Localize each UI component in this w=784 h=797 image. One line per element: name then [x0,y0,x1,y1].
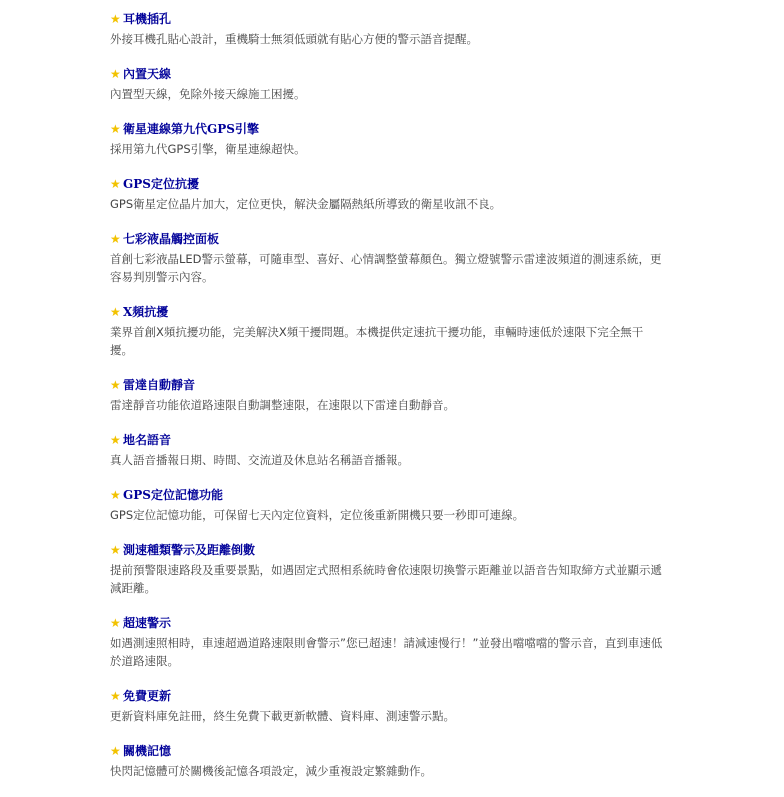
feature-title: X頻抗擾 [123,305,169,319]
star-icon: ★ [110,542,121,557]
star-icon: ★ [110,66,121,81]
feature-heading [110,687,670,704]
feature-title: GPS定位抗擾 [123,177,199,191]
feature-heading [110,431,670,448]
feature-heading [110,10,670,27]
feature-title: 雷達自動靜音 [123,378,196,392]
star-icon: ★ [110,615,121,630]
feature-heading [110,65,670,82]
feature-item [110,541,670,597]
feature-title: 內置天線 [123,67,172,81]
feature-description: 首創七彩液晶LED警示螢幕，可隨車型、喜好、心情調整螢幕顏色。獨立燈號警示雷達波頻道的測速系統，更容易判別警示內容。 [110,252,662,284]
feature-description: 真人語音播報日期、時間、交流道及休息站名稱語音播報。 [110,453,409,467]
star-icon: ★ [110,743,121,758]
feature-heading [110,614,670,631]
feature-heading [110,120,670,137]
star-icon: ★ [110,11,121,26]
feature-description: 業界首創X頻抗擾功能，完美解決X頻干擾問題。本機提供定速抗干擾功能，車輛時速低於速限下完全無干擾。 [110,325,644,357]
feature-description: GPS定位記憶功能，可保留七天內定位資料，定位後重新開機只要一秒即可連線。 [110,508,525,522]
feature-heading [110,376,670,393]
feature-item [110,10,670,48]
feature-item [110,614,670,670]
feature-description: 外接耳機孔貼心設計，重機騎士無須低頭就有貼心方便的警示語音提醒。 [110,32,478,46]
feature-heading [110,303,670,320]
feature-description: 更新資料庫免註冊，終生免費下載更新軟體、資料庫、測速警示點。 [110,709,455,723]
feature-heading [110,742,670,759]
star-icon: ★ [110,231,121,246]
feature-title: GPS定位記憶功能 [123,488,223,502]
feature-description: 提前預警限速路段及重要景點，如遇固定式照相系統時會依速限切換警示距離並以語音告知取締方式並顯示遞減距離。 [110,563,662,595]
feature-title: 衛星連線第九代GPS引擎 [123,122,259,136]
feature-title: 超速警示 [123,616,172,630]
feature-description: GPS衛星定位晶片加大，定位更快，解決金屬隔熱紙所導致的衛星收訊不良。 [110,197,502,211]
feature-description: 內置型天線，免除外接天線施工困擾。 [110,87,306,101]
star-icon: ★ [110,432,121,447]
feature-item [110,120,670,158]
star-icon: ★ [110,377,121,392]
star-icon: ★ [110,176,121,191]
feature-item [110,687,670,725]
feature-description: 採用第九代GPS引擎，衛星連線超快。 [110,142,306,156]
feature-title: 免費更新 [123,689,172,703]
star-icon: ★ [110,121,121,136]
feature-heading [110,230,670,247]
feature-description: 雷達靜音功能依道路速限自動調整速限，在速限以下雷達自動靜音。 [110,398,455,412]
feature-item [110,376,670,414]
feature-title: 測速種類警示及距離倒數 [123,543,256,557]
star-icon: ★ [110,688,121,703]
feature-description: 如遇測速照相時，車速超過道路速限則會警示”您已超速！請減速慢行！”並發出噹噹噹的警示音，直到車速低於道路速限。 [110,636,663,668]
feature-title: 地名語音 [123,433,172,447]
star-icon: ★ [110,304,121,319]
feature-description: 快閃記憶體可於關機後記憶各項設定，減少重複設定繁雜動作。 [110,764,432,778]
star-icon: ★ [110,487,121,502]
feature-item [110,303,670,359]
feature-item [110,175,670,213]
feature-heading [110,486,670,503]
feature-item [110,431,670,469]
feature-title: 七彩液晶觸控面板 [123,232,220,246]
feature-item [110,65,670,103]
feature-item [110,230,670,286]
feature-heading [110,541,670,558]
feature-title: 關機記憶 [123,744,172,758]
feature-heading [110,175,670,192]
feature-list [110,10,670,797]
feature-item [110,486,670,524]
feature-item [110,742,670,780]
feature-title: 耳機插孔 [123,12,172,26]
